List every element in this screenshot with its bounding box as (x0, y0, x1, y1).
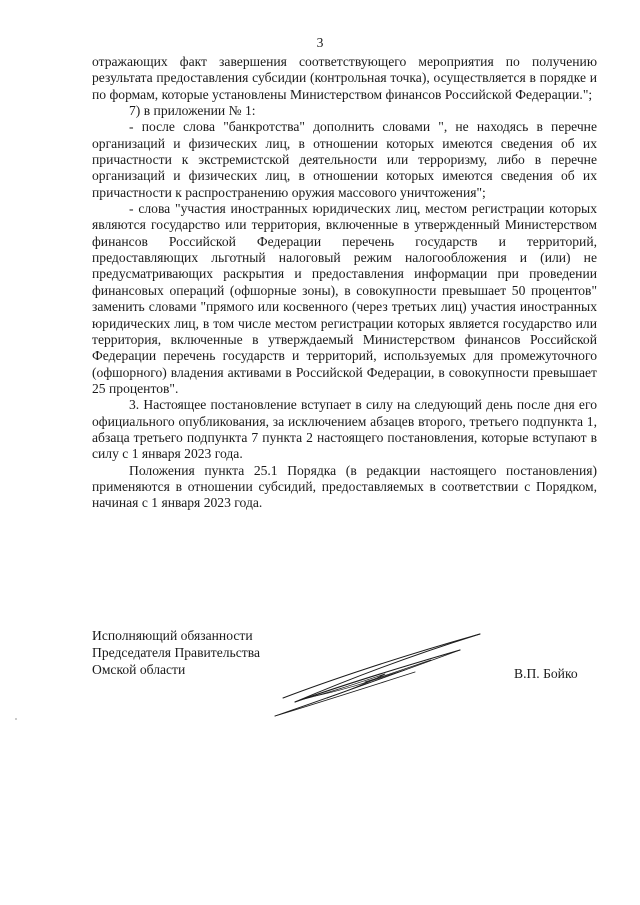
scan-speck (15, 718, 17, 720)
page-number: 3 (316, 35, 324, 50)
signatory-title-line: Омской области (92, 662, 186, 678)
handwritten-signature (255, 630, 490, 720)
paragraph-continuation: отражающих факт завершения соответствующего мероприятия по получению результата предоставления субсидии (контрольная точка), осуществляется в порядке и по формам, которые установлены Министерством финансов Российской Федерации."; (92, 54, 597, 102)
document-body (92, 54, 597, 512)
signatory-title-line: Председателя Правительства (92, 645, 260, 661)
signatory-title-line: Исполняющий обязанности (92, 628, 253, 643)
paragraph-offshore-amendment: - слова "участия иностранных юридических лиц, местом регистрации которых являются государство или территория, включенные в утвержденный Министерством финансов Российской Федерации перечень государств и территорий, предоставляющих льготный налоговый режим налогообложения и (или) не предусматривающих раскрытия и предоставления информации при проведении финансовых операций (офшорные зоны), в совокупности превышает 50 процентов" заменить словами "прямого или косвенного (через третьих лиц) участия иностранных юридических лиц, в том числе местом регистрации которых является государство или территория, включенные в утверждаемый Министерством финансов Российской Федерации перечень государств и территорий, используемых для промежуточного (офшорного) владения активами в Российской Федерации, в совокупности превышает 25 процентов". (92, 201, 597, 396)
paragraph-item-7: 7) в приложении № 1: (129, 103, 256, 119)
paragraph-bankruptcy-amendment: - после слова "банкротства" дополнить словами ", не находясь в перечне организаций и физических лиц, в отношении которых имеются сведения об их причастности к экстремистской деятельности или терроризму, либо в перечне организаций и физических лиц, в отношении которых имеются сведения об их причастности к распространению оружия массового уничтожения"; (92, 119, 597, 200)
paragraph-effective-date: 3. Настоящее постановление вступает в силу на следующий день после дня его официального опубликования, за исключением абзацев второго, третьего подпункта 1, абзаца третьего подпункта 7 пункта 2 настоящего постановления, которые вступают в силу с 1 января 2023 года. (92, 397, 597, 462)
paragraph-provisions-applicability: Положения пункта 25.1 Порядка (в редакции настоящего постановления) применяются в отношении субсидий, предоставляемых в соответствии с Порядком, начиная с 1 января 2023 года. (92, 462, 597, 511)
signer-name: В.П. Бойко (514, 666, 578, 681)
